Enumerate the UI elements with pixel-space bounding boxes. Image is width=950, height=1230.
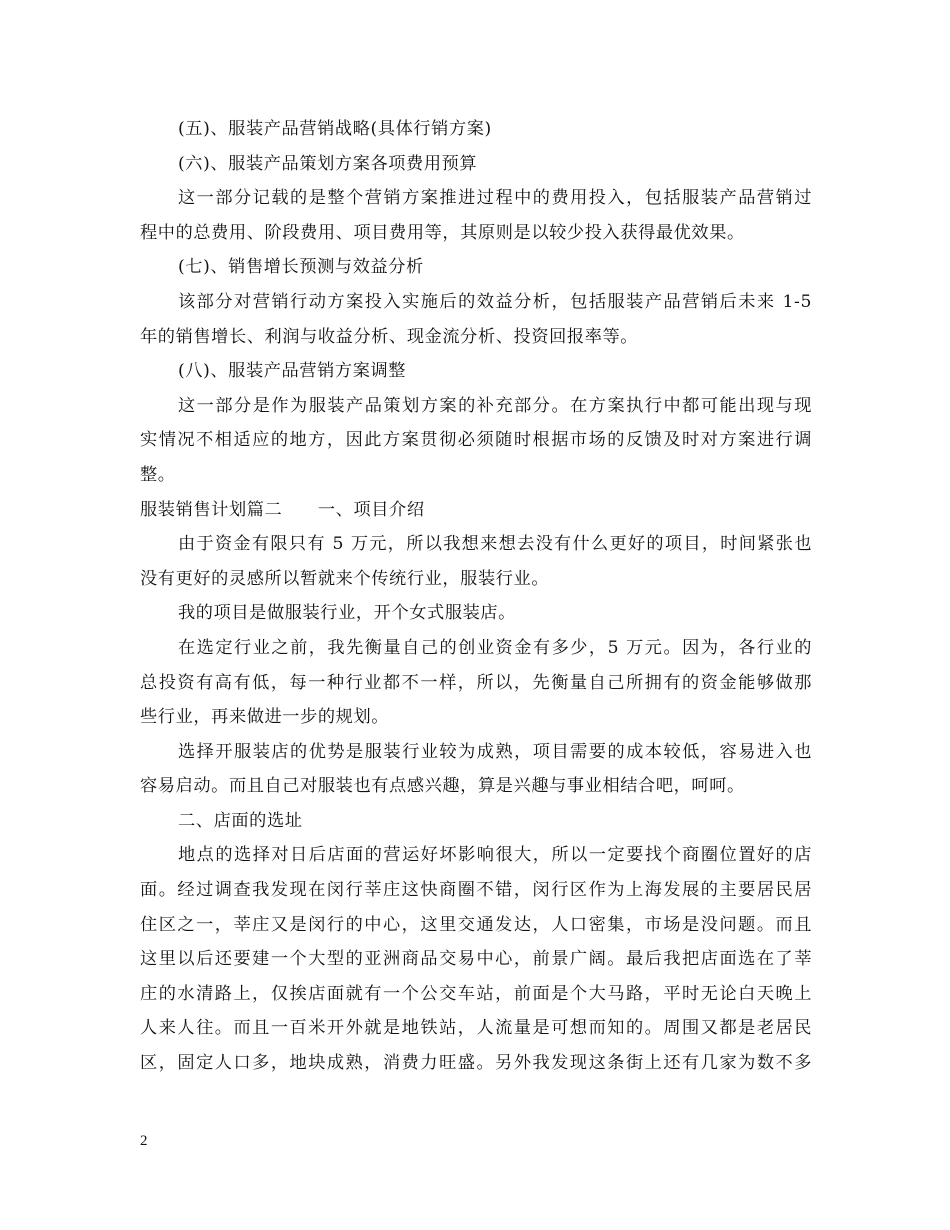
page-number: 2 xyxy=(140,1133,148,1149)
text-line: 些行业，再来做进一步的规划。 xyxy=(140,707,390,728)
text-line: 住区之一，莘庄又是闵行的中心，这里交通发达，人口密集，市场是没问题。而且 xyxy=(140,914,812,935)
text-line: (八)、服装产品营销方案调整 xyxy=(178,361,407,382)
text-line: 选择开服装店的优势是服装行业较为成熟，项目需要的成本较低，容易进入也 xyxy=(178,741,812,762)
text-line: (六)、服装产品策划方案各项费用预算 xyxy=(178,153,478,174)
text-line: 整。 xyxy=(140,464,176,485)
text-line: 该部分对营销行动方案投入实施后的效益分析，包括服装产品营销后未来 1-5 xyxy=(178,291,812,312)
text-line: 地点的选择对日后店面的营运好坏影响很大，所以一定要找个商圈位置好的店 xyxy=(178,845,812,866)
text-line: 实情况不相适应的地方，因此方案贯彻必须随时根据市场的反馈及时对方案进行调 xyxy=(140,430,812,451)
text-line: 庄的水清路上，仅挨店面就有一个公交车站，前面是个大马路，平时无论白天晚上 xyxy=(140,983,812,1004)
text-line: 容易启动。而且自己对服装也有点感兴趣，算是兴趣与事业相结合吧，呵呵。 xyxy=(140,776,745,797)
text-line: 这一部分是作为服装产品策划方案的补充部分。在方案执行中都可能出现与现 xyxy=(178,395,812,416)
text-line: 在选定行业之前，我先衡量自己的创业资金有多少，5 万元。因为，各行业的 xyxy=(178,637,812,658)
text-line: 二、店面的选址 xyxy=(178,810,303,831)
text-line: 程中的总费用、阶段费用、项目费用等，其原则是以较少投入获得最优效果。 xyxy=(140,222,745,243)
text-line: 面。经过调查我发现在闵行莘庄这快商圈不错，闵行区作为上海发展的主要居民居 xyxy=(140,880,812,901)
text-line: 服装销售计划篇二 一、项目介绍 xyxy=(140,499,425,520)
text-line: 年的销售增长、利润与收益分析、现金流分析、投资回报率等。 xyxy=(140,326,639,347)
text-line: (七)、销售增长预测与效益分析 xyxy=(178,257,424,278)
text-line: 区，固定人口多，地块成熟，消费力旺盛。另外我发现这条街上还有几家为数不多 xyxy=(140,1053,812,1074)
text-line: 人来人往。而且一百米开外就是地铁站，人流量是可想而知的。周围又都是老居民 xyxy=(140,1018,812,1039)
text-line: 这里以后还要建一个大型的亚洲商品交易中心，前景广阔。最后我把店面选在了莘 xyxy=(140,949,812,970)
text-line: 总投资有高有低，每一种行业都不一样，所以，先衡量自己所拥有的资金能够做那 xyxy=(140,672,812,693)
text-line: 由于资金有限只有 5 万元，所以我想来想去没有什么更好的项目，时间紧张也 xyxy=(178,534,812,555)
text-line: 这一部分记载的是整个营销方案推进过程中的费用投入，包括服装产品营销过 xyxy=(178,188,812,209)
text-line: 我的项目是做服装行业，开个女式服装店。 xyxy=(178,603,516,624)
text-line: (五)、服装产品营销战略(具体行销方案) xyxy=(178,119,492,139)
text-line: 没有更好的灵感所以暂就来个传统行业，服装行业。 xyxy=(140,568,550,589)
document-body xyxy=(140,112,812,1081)
